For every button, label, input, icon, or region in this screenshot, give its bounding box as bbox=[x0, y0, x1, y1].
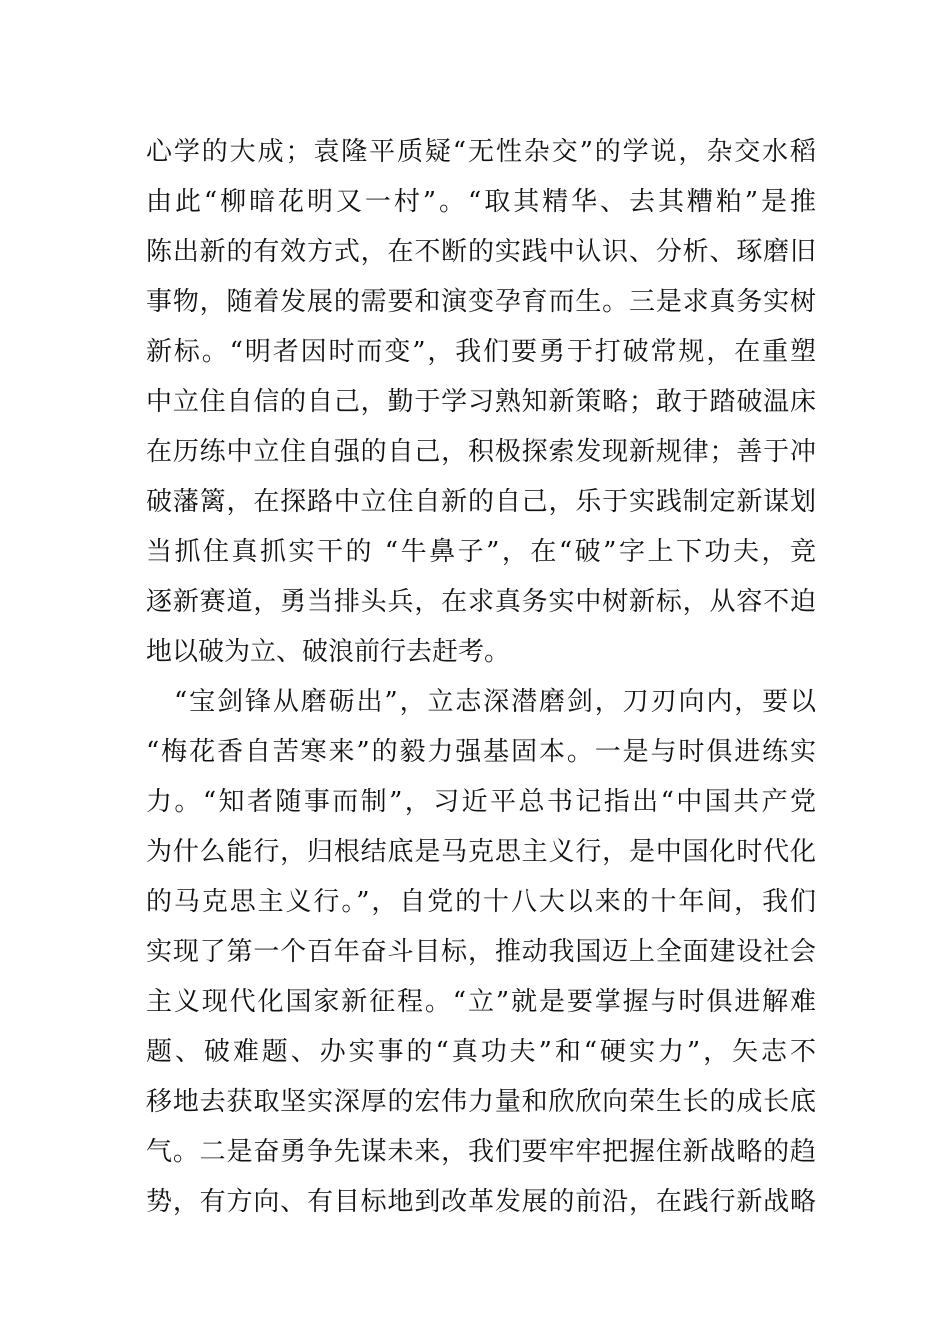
text-line: 事物，随着发展的需要和演变孕育而生。三是求真务实树 bbox=[146, 287, 816, 317]
text-line: 移地去获取坚实深厚的宏伟力量和欣欣向荣生长的成长底 bbox=[146, 1087, 816, 1117]
text-line: 主义现代化国家新征程。“立”就是要掌握与时俱进解难 bbox=[146, 987, 816, 1017]
text-line: 陈出新的有效方式，在不断的实践中认识、分析、琢磨旧 bbox=[146, 237, 816, 267]
paragraph-1 bbox=[146, 127, 816, 677]
text-line: 题、破难题、办实事的“真功夫”和“硬实力”，矢志不 bbox=[146, 1037, 816, 1067]
text-line: 力。“知者随事而制”，习近平总书记指出“中国共产党 bbox=[146, 787, 816, 817]
text-line: 心学的大成；袁隆平质疑“无性杂交”的学说，杂交水稻 bbox=[146, 137, 816, 167]
text-line: 新标。“明者因时而变”，我们要勇于打破常规，在重塑 bbox=[146, 337, 816, 367]
text-line: 破藩篱，在探路中立住自新的自己，乐于实践制定新谋划 bbox=[146, 487, 816, 517]
paragraph-2 bbox=[146, 677, 816, 1227]
text-line: 中立住自信的自己，勤于学习熟知新策略；敢于踏破温床 bbox=[146, 387, 816, 417]
text-line: 势，有方向、有目标地到改革发展的前沿，在践行新战略 bbox=[146, 1187, 816, 1217]
text-line: 逐新赛道，勇当排头兵，在求真务实中树新标，从容不迫 bbox=[146, 587, 816, 617]
text-line: 当抓住真抓实干的 “牛鼻子”，在“破”字上下功夫，竞 bbox=[146, 537, 816, 567]
text-line: 为什么能行，归根结底是马克思主义行，是中国化时代化 bbox=[146, 837, 816, 867]
text-line: “梅花香自苦寒来”的毅力强基固本。一是与时俱进练实 bbox=[146, 737, 816, 767]
text-line: 在历练中立住自强的自己，积极探索发现新规律；善于冲 bbox=[146, 437, 816, 467]
text-line: “宝剑锋从磨砺出”，立志深潜磨剑，刀刃向内，要以 bbox=[174, 687, 816, 717]
text-line: 地以破为立、破浪前行去赶考。 bbox=[146, 637, 511, 667]
text-line: 的马克思主义行。”，自党的十八大以来的十年间，我们 bbox=[146, 887, 816, 917]
text-line: 实现了第一个百年奋斗目标，推动我国迈上全面建设社会 bbox=[146, 937, 816, 967]
text-line: 气。二是奋勇争先谋未来，我们要牢牢把握住新战略的趋 bbox=[146, 1137, 816, 1167]
text-line: 由此“柳暗花明又一村”。“取其精华、去其糟粕”是推 bbox=[146, 187, 816, 217]
